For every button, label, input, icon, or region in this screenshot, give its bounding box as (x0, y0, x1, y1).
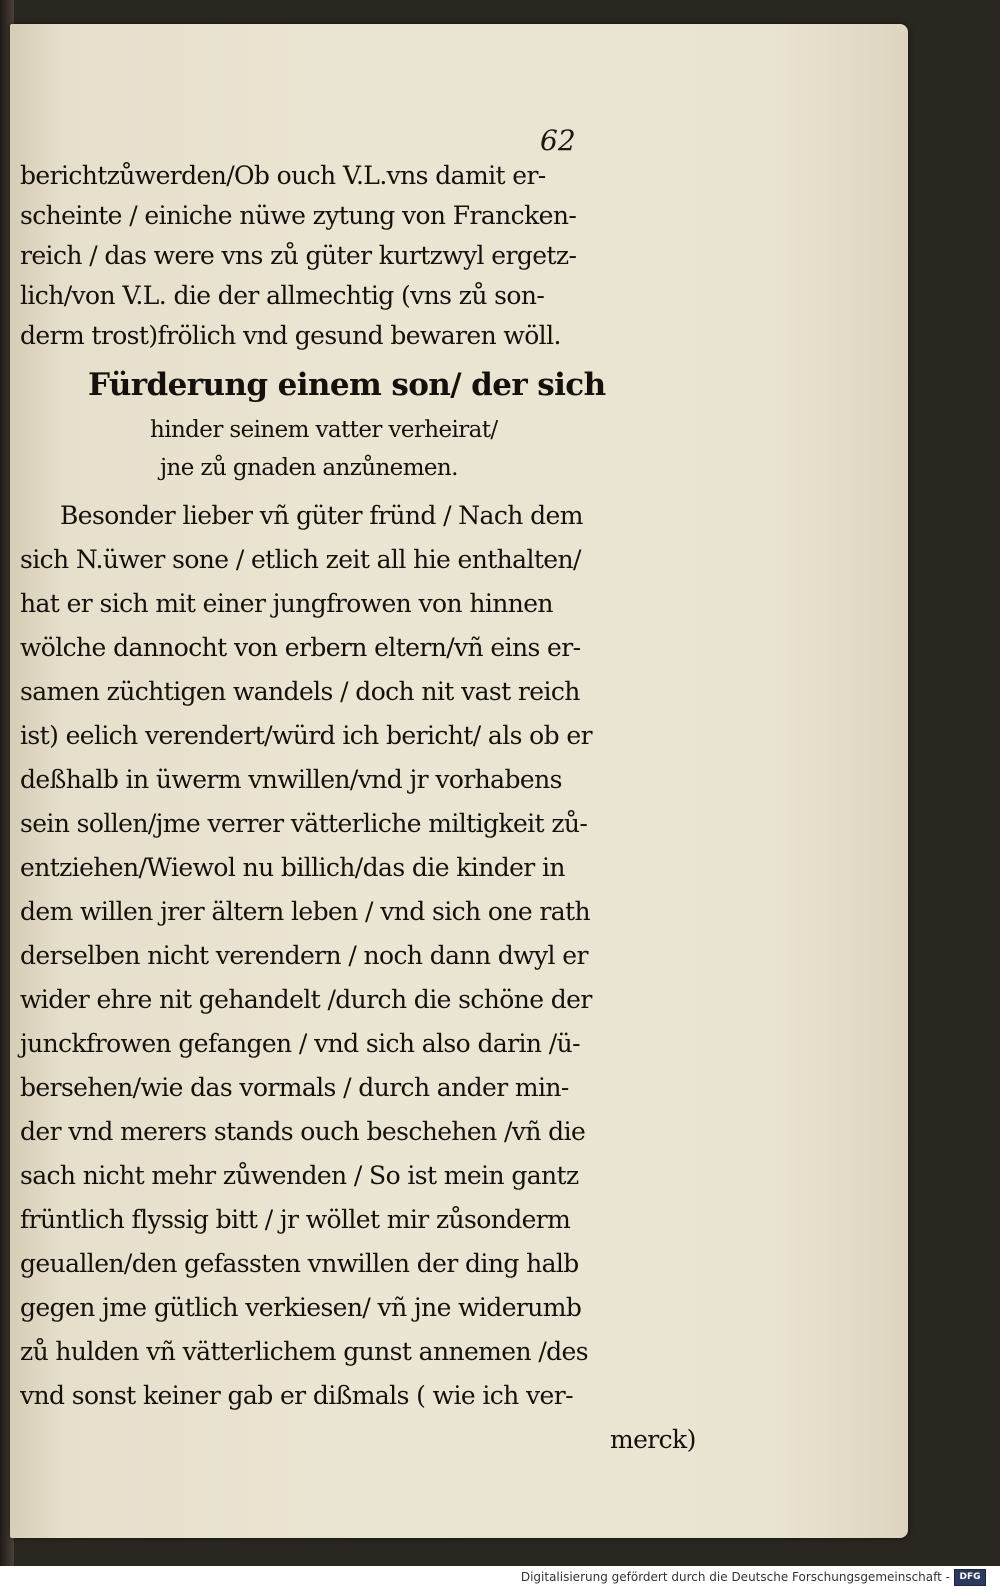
text-line: der vnd merers stands ouch beschehen /vñ die (20, 1117, 586, 1146)
text-line: früntlich flyssig bitt / jr wöllet mir zůsonderm (20, 1205, 571, 1234)
text-line: berichtzůwerden/Ob ouch V.L.vns damit er- (20, 161, 546, 190)
text-line: reich / das were vns zů güter kurtzwyl ergetz- (20, 241, 577, 270)
text-line: sach nicht mehr zůwenden / So ist mein gantz (20, 1161, 579, 1190)
text-line: scheinte / einiche nüwe zytung von Francken- (20, 201, 577, 230)
text-line: sein sollen/jme verrer vätterliche miltigkeit zů- (20, 809, 588, 838)
text-line: dem willen jrer ältern leben / vnd sich one rath (20, 897, 590, 926)
section-subheading-line: jne zů gnaden anzůnemen. (160, 455, 458, 481)
text-line: sich N.üwer sone / etlich zeit all hie enthalten/ (20, 545, 581, 574)
page-number: 62 (540, 124, 576, 157)
section-heading: Fürderung einem son/ der sich (88, 367, 606, 403)
text-line: wider ehre nit gehandelt /durch die schöne der (20, 985, 592, 1014)
text-line: junckfrowen gefangen / vnd sich also darin /ü- (20, 1029, 580, 1058)
text-line: derm trost)frölich vnd gesund bewaren wöll. (20, 321, 561, 350)
book-page (10, 24, 908, 1538)
text-line: hat er sich mit einer jungfrowen von hinnen (20, 589, 553, 618)
text-line: wölche dannocht von erbern eltern/vñ eins er- (20, 633, 581, 662)
text-line: gegen jme gütlich verkiesen/ vñ jne widerumb (20, 1293, 582, 1322)
footer-bar (0, 1566, 1000, 1589)
text-line: bersehen/wie das vormals / durch ander min- (20, 1073, 569, 1102)
catchword: merck) (610, 1425, 696, 1454)
text-line: derselben nicht verendern / noch dann dwyl er (20, 941, 588, 970)
text-line: entziehen/Wiewol nu billich/das die kinder in (20, 853, 565, 882)
section-subheading-line: hinder seinem vatter verheirat/ (150, 417, 498, 443)
text-line: vnd sonst keiner gab er dißmals ( wie ich ver- (20, 1381, 573, 1410)
text-line: ist) eelich verendert/würd ich bericht/ als ob er (20, 721, 592, 750)
text-line: Besonder lieber vñ güter fründ / Nach dem (60, 501, 583, 530)
footer-credit: Digitalisierung gefördert durch die Deutsche Forschungsgemeinschaft - (520, 1570, 950, 1584)
text-line: zů hulden vñ vätterlichem gunst annemen /des (20, 1337, 588, 1366)
text-line: deßhalb in üwerm vnwillen/vnd jr vorhabens (20, 765, 562, 794)
text-line: samen züchtigen wandels / doch nit vast reich (20, 677, 580, 706)
text-line: geuallen/den gefassten vnwillen der ding halb (20, 1249, 579, 1278)
text-line: lich/von V.L. die der allmechtig (vns zů son- (20, 281, 545, 310)
dfg-logo: DFG (954, 1569, 986, 1586)
